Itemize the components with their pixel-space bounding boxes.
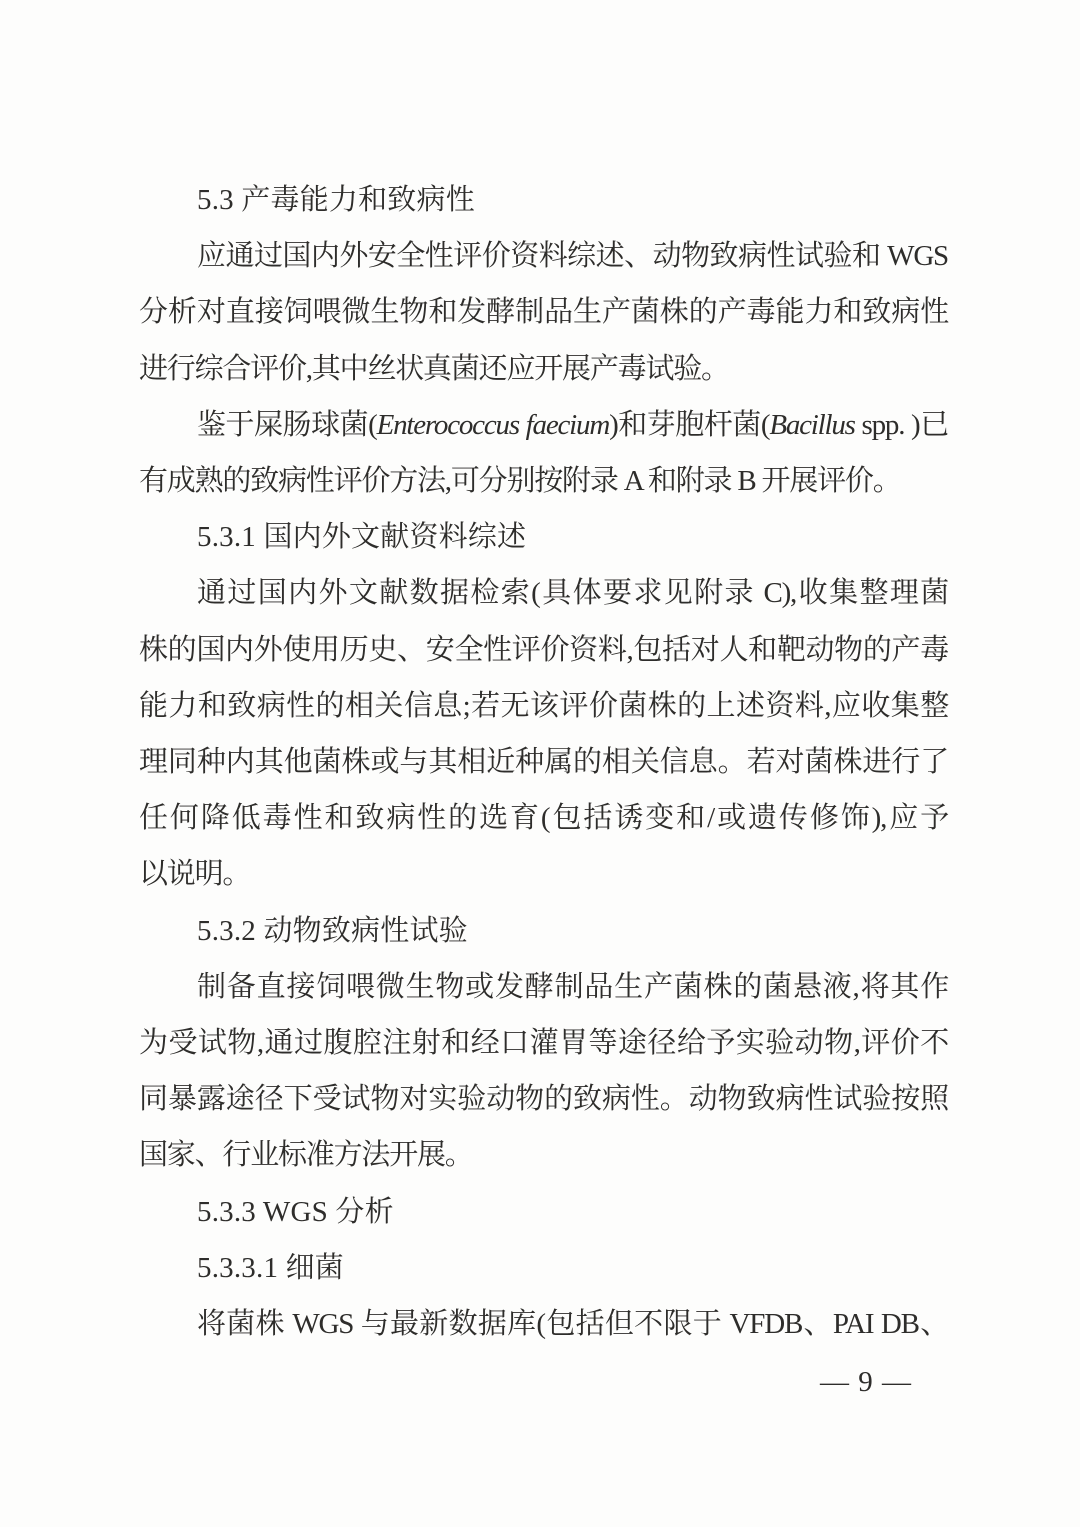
text-segment: spp. )已	[854, 408, 949, 441]
text-line: 通过国内外文献数据检索(具体要求见附录 C),收集整理菌	[197, 577, 948, 610]
text-segment: )和芽胞杆菌(	[609, 408, 770, 441]
text-line: 同暴露途径下受试物对实验动物的致病性。动物致病性试验按照	[139, 1083, 948, 1116]
text-line: 将菌株 WGS 与最新数据库(包括但不限于 VFDB、PAI DB、	[197, 1308, 948, 1341]
page-number: — 9 —	[820, 1366, 912, 1398]
text-line: 制备直接饲喂微生物或发酵制品生产菌株的菌悬液,将其作	[197, 970, 948, 1003]
text-line: 有成熟的致病性评价方法,可分别按附录 A 和附录 B 开展评价。	[139, 465, 901, 498]
latin-species-name: Enterococcus faecium	[376, 408, 610, 441]
text-line: 理同种内其他菌株或与其相近种属的相关信息。若对菌株进行了	[139, 746, 948, 779]
section-heading-5-3-3: 5.3.3 WGS 分析	[197, 1195, 394, 1228]
text-line: 进行综合评价,其中丝状真菌还应开展产毒试验。	[139, 352, 729, 385]
section-heading-5-3-3-1: 5.3.3.1 细菌	[197, 1251, 345, 1284]
section-heading-5-3-2: 5.3.2 动物致病性试验	[197, 914, 468, 947]
text-line: 国家、行业标准方法开展。	[139, 1139, 473, 1172]
text-line: 应通过国内外安全性评价资料综述、动物致病性试验和 WGS	[197, 240, 948, 273]
text-line: 任何降低毒性和致病性的选育(包括诱变和/或遗传修饰),应予	[139, 802, 948, 835]
section-heading-5-3: 5.3 产毒能力和致病性	[197, 184, 475, 216]
text-line: 能力和致病性的相关信息;若无该评价菌株的上述资料,应收集整	[139, 689, 948, 722]
text-line	[139, 397, 948, 453]
section-heading-5-3-1: 5.3.1 国内外文献资料综述	[197, 521, 527, 554]
latin-genus-name: Bacillus	[769, 408, 855, 441]
document-body	[139, 172, 948, 1352]
text-line: 为受试物,通过腹腔注射和经口灌胃等途径给予实验动物,评价不	[139, 1027, 948, 1060]
text-segment: 鉴于屎肠球菌(	[197, 408, 377, 441]
text-line: 分析对直接饲喂微生物和发酵制品生产菌株的产毒能力和致病性	[139, 296, 948, 329]
text-line: 株的国内外使用历史、安全性评价资料,包括对人和靶动物的产毒	[139, 633, 948, 666]
text-line: 以说明。	[139, 858, 251, 891]
